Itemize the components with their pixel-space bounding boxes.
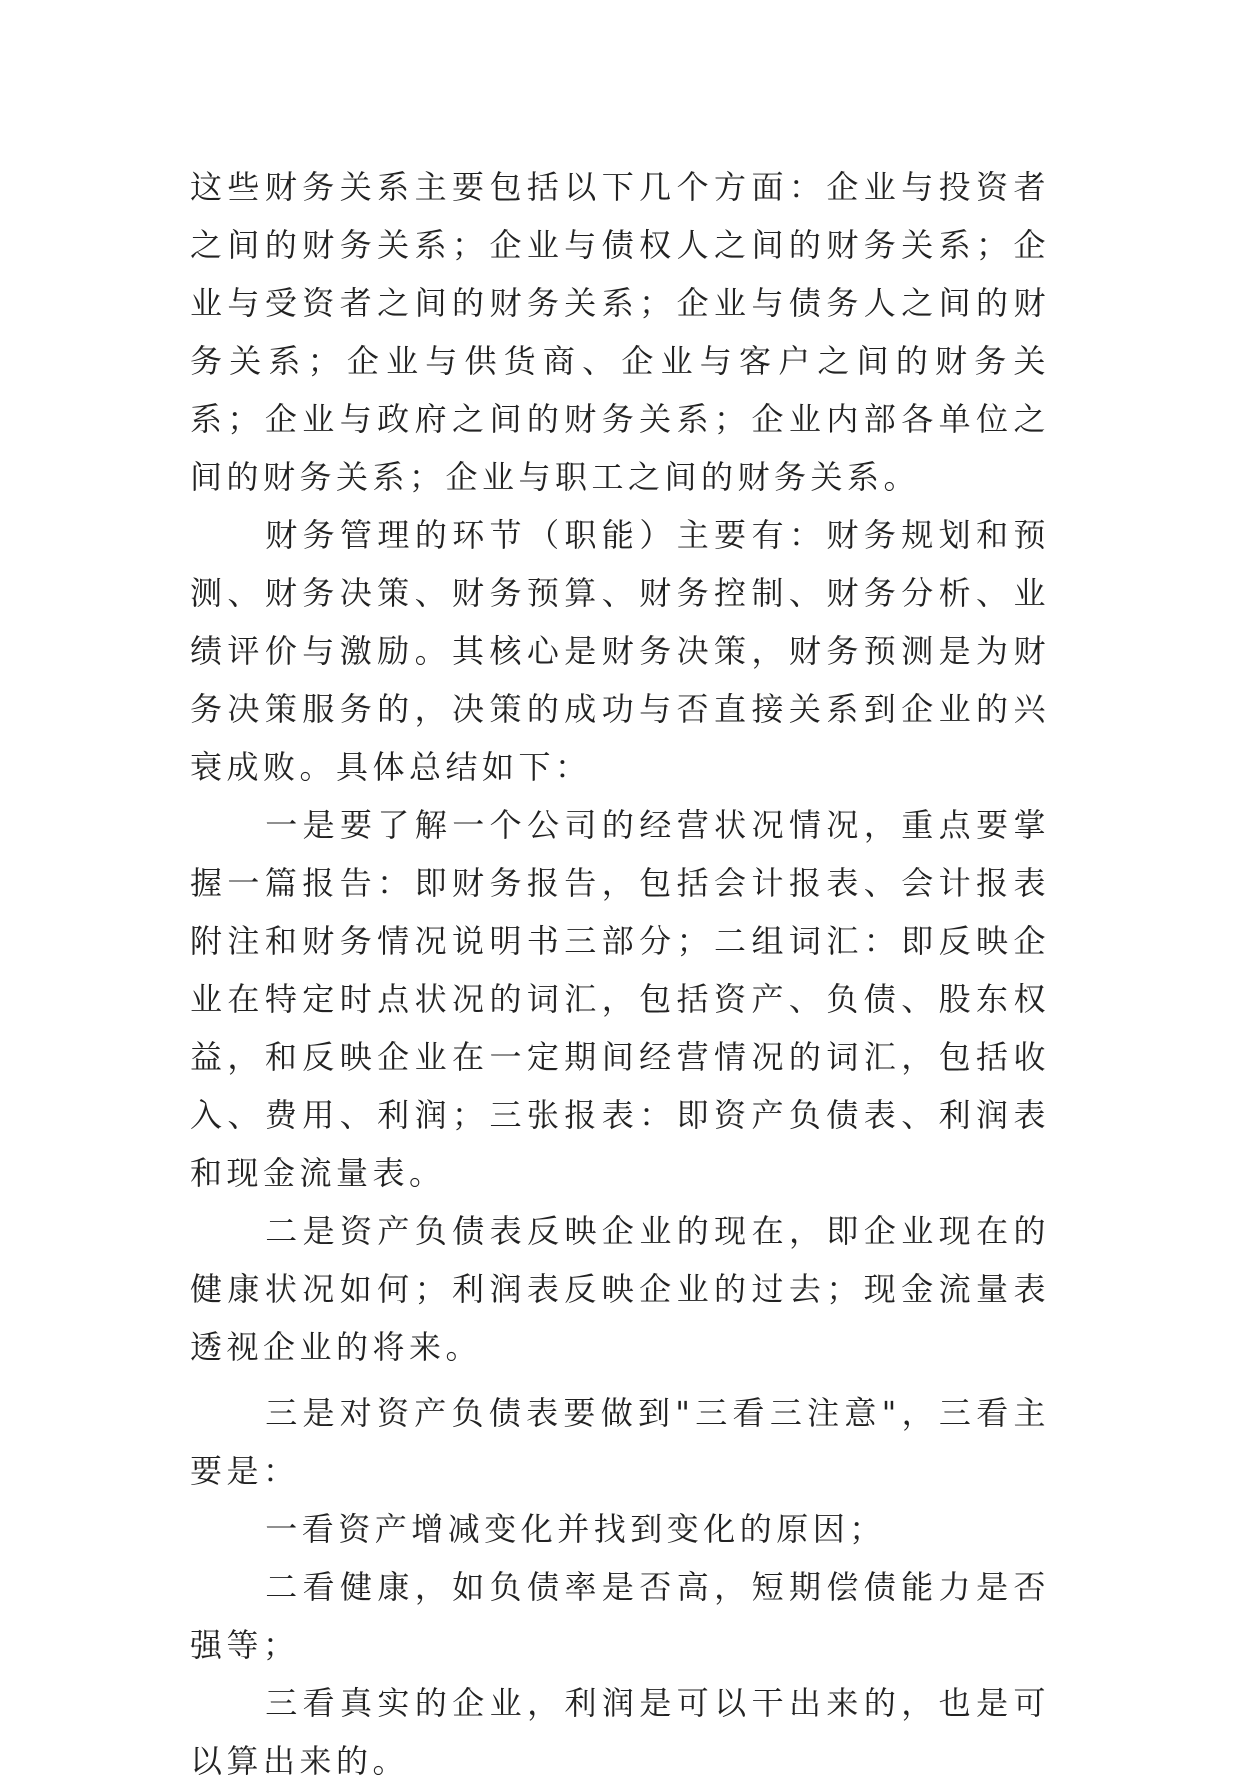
paragraph-financial-relations: 这些财务关系主要包括以下几个方面：企业与投资者之间的财务关系；企业与债权人之间的财务关系；企业与受资者之间的财务关系；企业与债务人之间的财务关系；企业与供货商、企业与客户之间的财务关系；企业与政府之间的财务关系；企业内部各单位之间的财务关系；企业与职工之间的财务关系。 [190, 168, 1050, 496]
paragraph-look-two: 二看健康，如负债率是否高，短期偿债能力是否强等； [190, 1568, 1050, 1664]
paragraph-point-one: 一是要了解一个公司的经营状况情况，重点要掌握一篇报告：即财务报告，包括会计报表、会计报表附注和财务情况说明书三部分；二组词汇：即反映企业在特定时点状况的词汇，包括资产、负债、股东权益，和反映企业在一定期间经营情况的词汇，包括收入、费用、利润；三张报表：即资产负债表、利润表和现金流量表。 [190, 806, 1050, 1192]
document-body [190, 158, 1050, 1790]
paragraph-look-one: 一看资产增减变化并找到变化的原因； [265, 1510, 886, 1548]
paragraph-point-two: 二是资产负债表反映企业的现在，即企业现在的健康状况如何；利润表反映企业的过去；现金流量表透视企业的将来。 [190, 1212, 1050, 1366]
paragraph-management-functions: 财务管理的环节（职能）主要有：财务规划和预测、财务决策、财务预算、财务控制、财务分析、业绩评价与激励。其核心是财务决策，财务预测是为财务决策服务的，决策的成功与否直接关系到企业的兴衰成败。具体总结如下： [190, 516, 1050, 786]
paragraph-look-three: 三看真实的企业，利润是可以干出来的，也是可以算出来的。 [190, 1684, 1050, 1780]
paragraph-point-three: 三是对资产负债表要做到"三看三注意"，三看主要是： [190, 1394, 1050, 1490]
